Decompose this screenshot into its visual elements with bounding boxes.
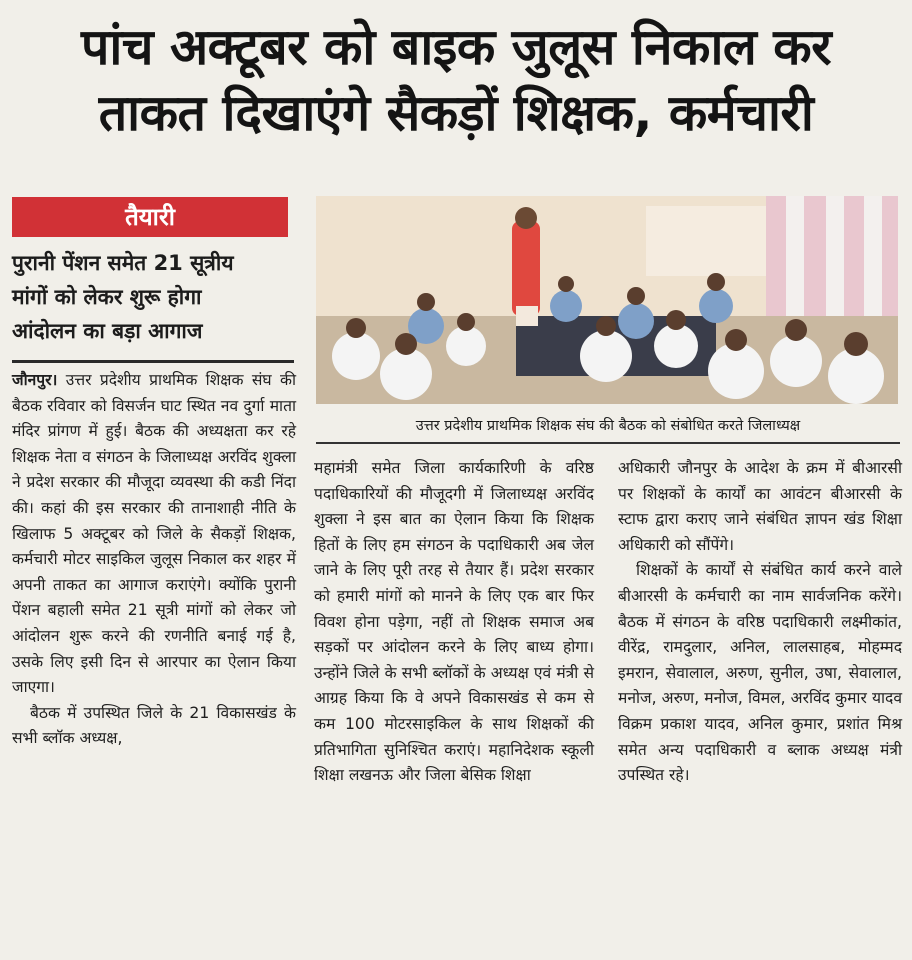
headline-line-1: पांच अक्टूबर को बाइक जुलूस निकाल कर xyxy=(80,18,832,76)
article-paragraph: शिक्षकों के कार्यों से संबंधित कार्य करने वाले बीआरसी के कर्मचारी का नाम सार्वजनिक करेंगे। बैठक में संगठन के वरिष्ठ पदाधिकारी लक्ष्मीकांत, वीरेंद्र, रामदुलार, अनिल, लालसाहब, मोहम्मद इमरान, सेवालाल, अरुण, सुनील, उषा, सेवालाल, मनोज, अरुण, मनोज, विमल, अरविंद कुमार यादव विक्रम प्रकाश यादव, अनिल कुमार, प्रशांत मिश्र समेत अन्य पदाधिकारी व ब्लाक अध्यक्ष मंत्री उपस्थित रहे। xyxy=(618,561,902,785)
article-column-1 xyxy=(12,368,296,752)
article-text: उत्तर प्रदेशीय प्राथमिक शिक्षक संघ की बैठक रविवार को विसर्जन घाट स्थित नव दुर्गा माता मंदिर प्रांगण में हुई। बैठक की अध्यक्षता कर रहे शिक्षक नेता व संगठन के जिलाध्यक्ष अरविंद शुक्ला ने प्रदेश सरकार की मौजूदा व्यवस्था की कडी निंदा की। कहां की इस सरकार की तानाशाही नीति के खिलाफ 5 अक्टूबर को जिले के सैकड़ों शिक्षक, कर्मचारी मोटर साइकिल जुलूस निकाल कर शहर में अपनी ताकत का आगाज कराएंगे। क्योंकि पुरानी पेंशन बहाली समेत 21 सूत्री मांगों को लेकर जो आंदोलन शुरू करने की रणनीति बनाई गई है, उसके लिए इसी दिन से आरपार का ऐलान किया जाएगा। xyxy=(12,371,296,697)
subheadline-line-2: मांगों को लेकर शुरू होगा xyxy=(12,285,202,309)
dateline: जौनपुर। xyxy=(12,371,58,389)
article-paragraph: बैठक में उपस्थित जिले के 21 विकासखंड के सभी ब्लॉक अध्यक्ष, xyxy=(12,703,296,748)
news-photo xyxy=(316,196,898,404)
article-column-2 xyxy=(314,456,594,789)
subheadline-line-1: पुरानी पेंशन समेत 21 सूत्रीय xyxy=(12,251,234,275)
article-paragraph: महामंत्री समेत जिला कार्यकारिणी के वरिष्ठ पदाधिकारियों की मौजूदगी में जिलाध्यक्ष अरविंद शुक्ला ने इस बात का ऐलान किया कि शिक्षक हितों के लिए हम संगठन के पदाधिकारी अब जेल जाने के लिए पूरी तरह से तैयार हैं। प्रदेश सरकार को हमारी मांगों को मानने के लिए एक बार फिर विवश होना पड़ेगा, नहीं तो शिक्षक समाज अब सड़कों पर आंदोलन करने के लिए बाध्य होगा। उन्होंने जिले के सभी ब्लॉकों के अध्यक्ष एवं मंत्री से आग्रह किया कि वे अपने विकासखंड से कम से कम 100 मोटरसाइकिल के साथ शिक्षकों की प्रतिभागिता सुनिश्चित कराएं। महानिदेशक स्कूली शिक्षा लखनऊ और जिला बेसिक शिक्षा xyxy=(314,459,594,785)
subheadline-line-3: आंदोलन का बड़ा आगाज xyxy=(12,319,203,343)
headline xyxy=(8,14,904,146)
subheadline-rule xyxy=(12,360,294,363)
headline-line-2: ताकत दिखाएंगे सैकड़ों शिक्षक, कर्मचारी xyxy=(98,84,814,142)
photo-caption: उत्तर प्रदेशीय प्राथमिक शिक्षक संघ की बैठक को संबोधित करते जिलाध्यक्ष xyxy=(316,410,900,444)
subheadline xyxy=(12,246,292,348)
meeting-photo-illustration xyxy=(316,196,898,404)
article-paragraph: अधिकारी जौनपुर के आदेश के क्रम में बीआरसी पर शिक्षकों के कार्यों का आवंटन बीआरसी के स्टाफ द्वारा कराए जाने संबंधित ज्ञापन खंड शिक्षा अधिकारी को सौंपेंगे। xyxy=(618,459,902,554)
article-column-3 xyxy=(618,456,902,789)
section-tag: तैयारी xyxy=(12,197,288,237)
article-paragraph xyxy=(12,368,296,701)
